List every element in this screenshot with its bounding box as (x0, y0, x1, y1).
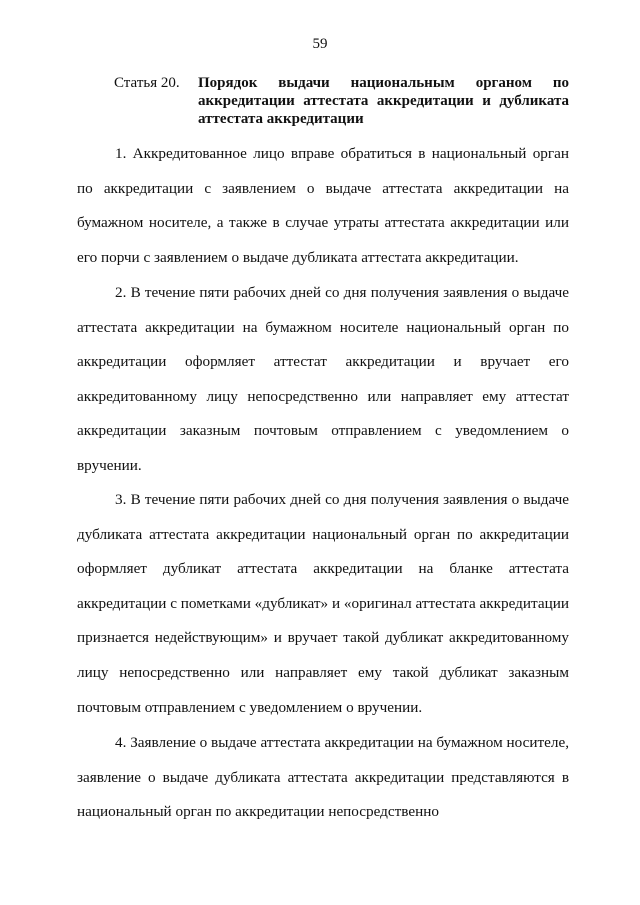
paragraph-4: 4. Заявление о выдаче аттестата аккредитации на бумажном носителе, заявление о выдаче дубликата аттестата аккредитации представляются в национальный орган по аккредитации непосредственно (77, 734, 569, 821)
page-number: 59 (312, 36, 328, 52)
article-label: Статья 20. (114, 75, 180, 91)
article-title: Порядок выдачи национальным органом по аккредитации аттестата аккредитации и дубликата аттестата аккредитации (198, 75, 569, 127)
paragraph-3: 3. В течение пяти рабочих дней со дня получения заявления о выдаче дубликата аттестата аккредитации национальный орган по аккредитации оформляет дубликат аттестата аккредитации на бланке аттестата аккредитации с пометками «дубликат» и «оригинал аттестата аккредитации признается недействующим» и вручает такой дубликат аккредитованному лицу непосредственно или направляет ему такой дубликат заказным почтовым отправлением с уведомлением о вручении. (77, 491, 569, 716)
paragraph-2: 2. В течение пяти рабочих дней со дня получения заявления о выдаче аттестата аккредитации на бумажном носителе национальный орган по аккредитации оформляет аттестат аккредитации и вручает его аккредитованному лицу непосредственно или направляет ему аттестат аккредитации заказным почтовым отправлением с уведомлением о вручении. (77, 284, 569, 474)
paragraph-1: 1. Аккредитованное лицо вправе обратиться в национальный орган по аккредитации с заявлением о выдаче аттестата аккредитации на бумажном носителе, а также в случае утраты аттестата аккредитации или его порчи с заявлением о выдаче дубликата аттестата аккредитации. (77, 145, 569, 266)
